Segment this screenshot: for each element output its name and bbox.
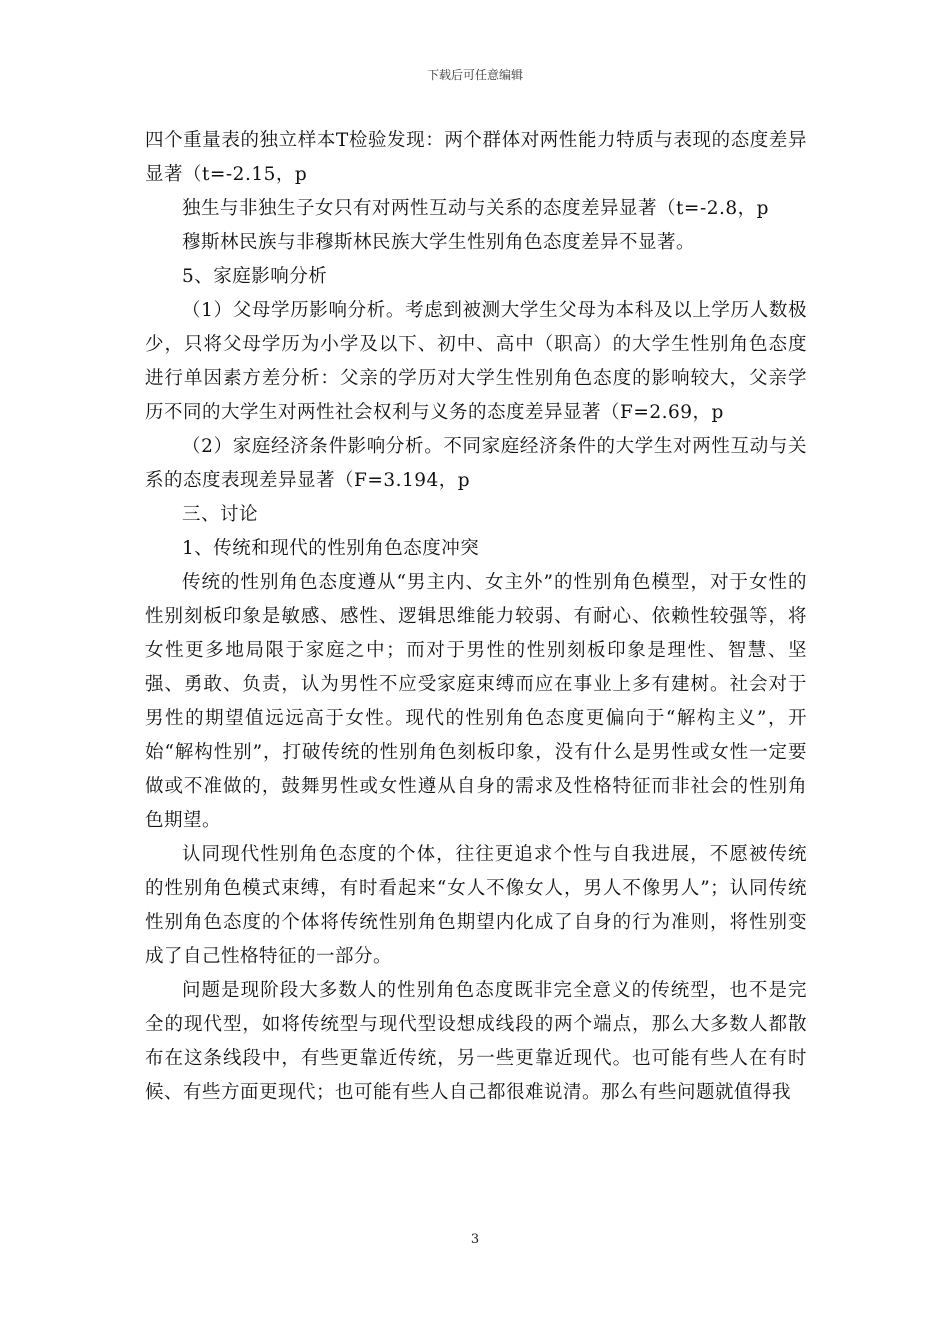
subsection-heading-conflict: 1、传统和现代的性别角色态度冲突 — [182, 538, 480, 559]
paragraph-parent-education: （1）父母学历影响分析。考虑到被测大学生父母为本科及以上学历人数极少，只将父母学历为小学及以下、初中、高中（职高）的大学生性别角色态度进行单因素方差分析：父亲的学历对大学生性别角色态度的影响较大，父亲学历不同的大学生对两性社会权利与义务的态度差异显著（F=2.69，p — [145, 300, 807, 423]
header-note: 下载后可任意编辑 — [426, 68, 523, 82]
document-body — [145, 124, 807, 1110]
paragraph-2: 独生与非独生子女只有对两性互动与关系的态度差异显著（t=-2.8，p — [182, 198, 769, 219]
paragraph-problem: 问题是现阶段大多数人的性别角色态度既非完全意义的传统型，也不是完全的现代型，如将传统型与现代型设想成线段的两个端点，那么大多数人都散布在这条线段中，有些更靠近传统，另一些更靠近现代。也可能有些人在有时候、有些方面更现代；也可能有些人自己都很难说清。那么有些问题就值得我 — [145, 980, 807, 1103]
paragraph-modern-identity: 认同现代性别角色态度的个体，往往更追求个性与自我进展，不愿被传统的性别角色模式束缚，有时看起来“女人不像女人，男人不像男人”；认同传统性别角色态度的个体将传统性别角色期望内化成了自身的行为准则，将性别变成了自己性格特征的一部分。 — [145, 844, 807, 967]
section-heading-family: 5、家庭影响分析 — [182, 266, 328, 287]
section-heading-discussion: 三、讨论 — [182, 504, 259, 525]
paragraph-traditional: 传统的性别角色态度遵从“男主内、女主外”的性别角色模型，对于女性的性别刻板印象是敏感、感性、逻辑思维能力较弱、有耐心、依赖性较强等，将女性更多地局限于家庭之中；而对于男性的性别刻板印象是理性、智慧、坚强、勇敢、负责，认为男性不应受家庭束缚而应在事业上多有建树。社会对于男性的期望值远远高于女性。现代的性别角色态度更偏向于“解构主义”，开始“解构性别”，打破传统的性别角色刻板印象，没有什么是男性或女性一定要做或不准做的，鼓舞男性或女性遵从自身的需求及性格特征而非社会的性别角色期望。 — [145, 572, 807, 831]
page-number: 3 — [470, 1232, 480, 1247]
paragraph-1: 四个重量表的独立样本T检验发现：两个群体对两性能力特质与表现的态度差异显著（t=-2.15，p — [145, 130, 807, 185]
paragraph-3: 穆斯林民族与非穆斯林民族大学生性别角色态度差异不显著。 — [182, 232, 696, 253]
paragraph-family-economy: （2）家庭经济条件影响分析。不同家庭经济条件的大学生对两性互动与关系的态度表现差异显著（F=3.194，p — [145, 436, 807, 491]
